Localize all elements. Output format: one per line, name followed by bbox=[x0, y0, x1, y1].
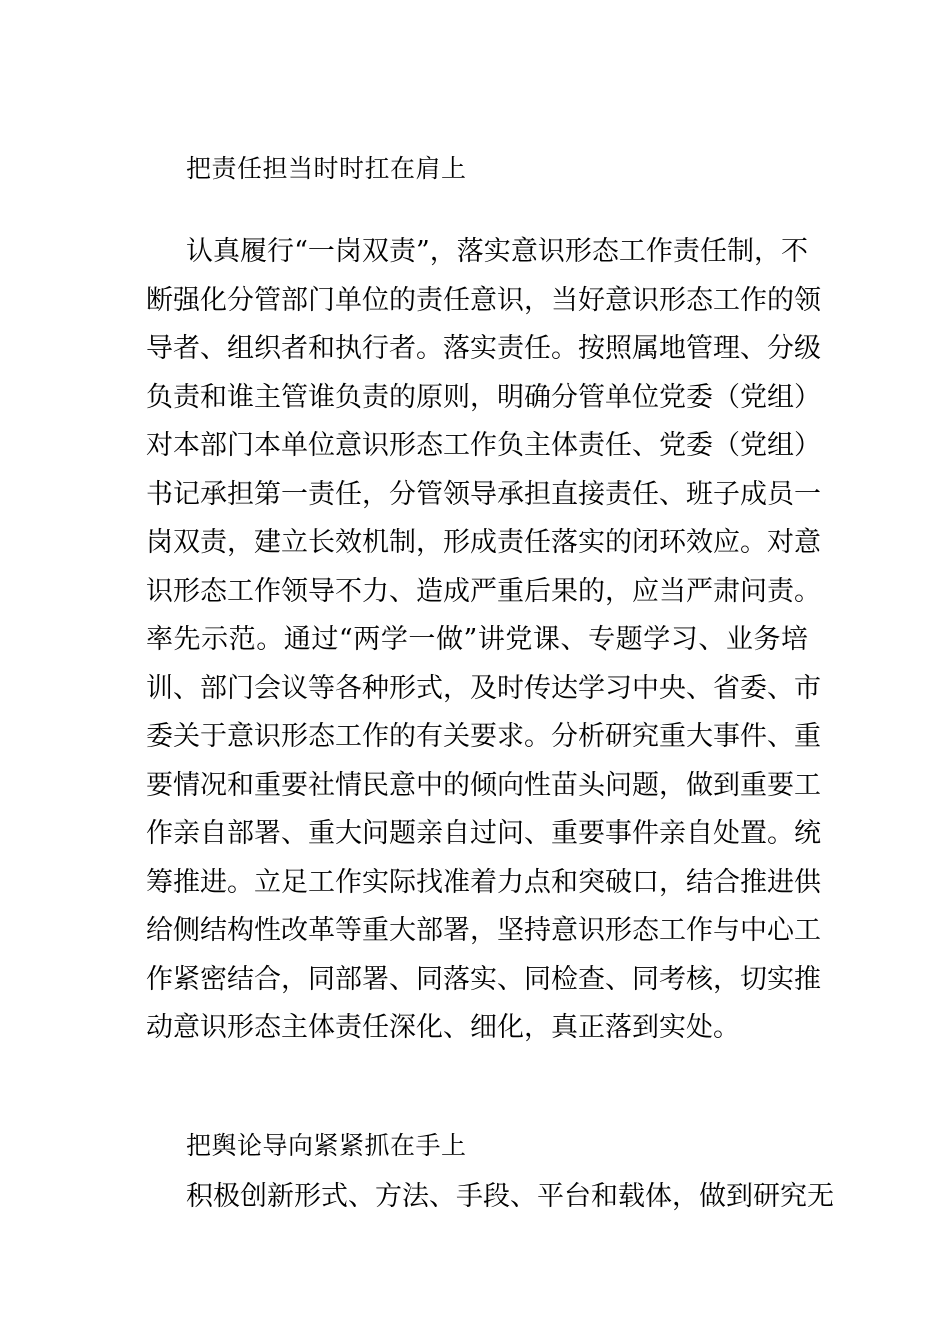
paragraph-line: 书记承担第一责任，分管领导承担直接责任、班子成员一 bbox=[146, 478, 821, 510]
section-heading: 把舆论导向紧紧抓在手上 bbox=[186, 1131, 467, 1160]
paragraph-line: 训、部门会议等各种形式，及时传达学习中央、省委、市 bbox=[146, 672, 821, 704]
paragraph-line: 要情况和重要社情民意中的倾向性苗头问题，做到重要工 bbox=[146, 769, 821, 801]
paragraph-line: 岗双责，建立长效机制，形成责任落实的闭环效应。对意 bbox=[146, 527, 821, 558]
paragraph-line: 积极创新形式、方法、手段、平台和载体，做到研究无 bbox=[186, 1181, 834, 1212]
paragraph-line: 动意识形态主体责任深化、细化，真正落到实处。 bbox=[146, 1012, 740, 1043]
paragraph-line: 断强化分管部门单位的责任意识，当好意识形态工作的领 bbox=[146, 284, 821, 316]
paragraph-line: 率先示范。通过“两学一做”讲党课、专题学习、业务培 bbox=[146, 624, 808, 655]
paragraph-line: 负责和谁主管谁负责的原则，明确分管单位党委（党组） bbox=[146, 381, 821, 413]
section-paragraph bbox=[146, 228, 821, 1053]
paragraph-line: 对本部门本单位意识形态工作负主体责任、党委（党组） bbox=[146, 430, 821, 461]
paragraph-line: 给侧结构性改革等重大部署，坚持意识形态工作与中心工 bbox=[146, 915, 821, 946]
paragraph-line: 认真履行“一岗双责”，落实意识形态工作责任制，不 bbox=[186, 236, 808, 267]
section-paragraph bbox=[146, 1173, 834, 1222]
paragraph-line: 作紧密结合，同部署、同落实、同检查、同考核，切实推 bbox=[146, 963, 821, 995]
section-heading: 把责任担当时时扛在肩上 bbox=[186, 154, 467, 183]
paragraph-line: 作亲自部署、重大问题亲自过问、重要事件亲自处置。统 bbox=[146, 818, 821, 849]
paragraph-line: 筹推进。立足工作实际找准着力点和突破口，结合推进供 bbox=[146, 866, 821, 898]
paragraph-line: 导者、组织者和执行者。落实责任。按照属地管理、分级 bbox=[146, 333, 821, 364]
paragraph-line: 识形态工作领导不力、造成严重后果的，应当严肃问责。 bbox=[146, 575, 821, 607]
paragraph-line: 委关于意识形态工作的有关要求。分析研究重大事件、重 bbox=[146, 721, 821, 752]
